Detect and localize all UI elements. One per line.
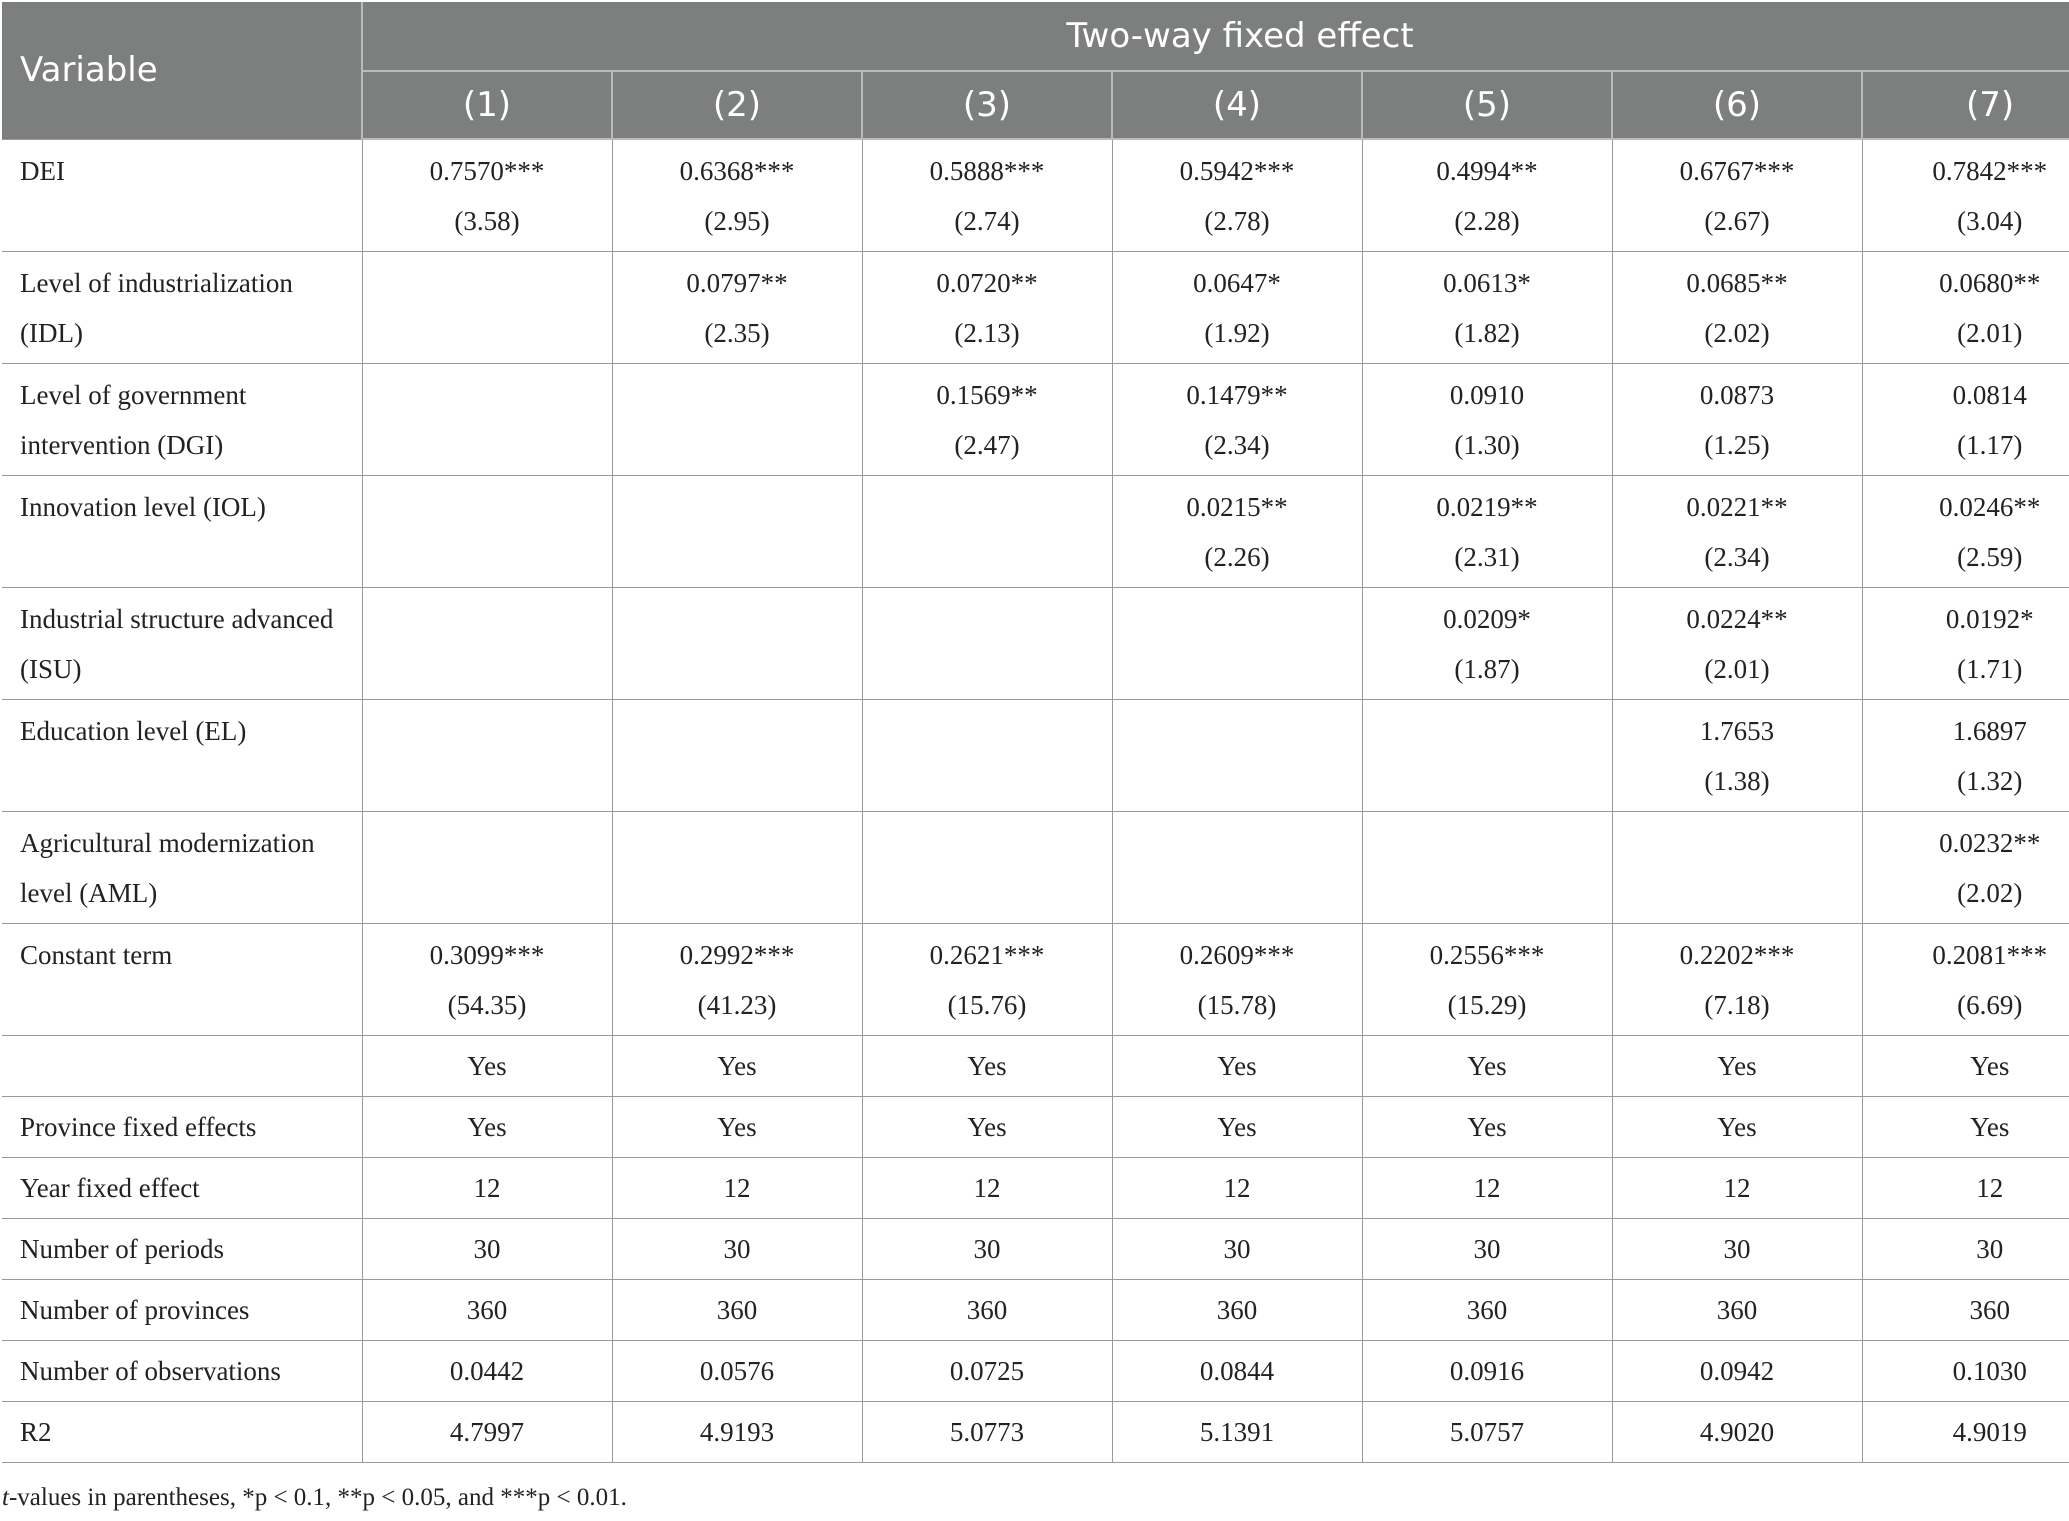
table-row: [2, 811, 2069, 923]
table-cell: [1862, 363, 2069, 475]
table-cell: 5.0773: [862, 1401, 1112, 1462]
table-cell: [362, 251, 612, 363]
table-cell: 30: [1112, 1218, 1362, 1279]
row-label: Education level (EL): [2, 699, 362, 811]
footnote-text: -values in parentheses, *p < 0.1, **p < 0.05, and ***p < 0.01.: [8, 1484, 627, 1511]
table-row: [2, 587, 2069, 699]
table-row: [2, 923, 2069, 1035]
table-cell: [1362, 923, 1612, 1035]
table-cell: 0.1030: [1862, 1340, 2069, 1401]
coefficient-value: 0.0219**: [1436, 491, 1538, 522]
table-cell: 0.0725: [862, 1340, 1112, 1401]
t-value: (7.18): [1704, 989, 1770, 1020]
t-value: (15.29): [1447, 989, 1527, 1020]
column-header-4: (4): [1112, 71, 1362, 139]
table-cell: 360: [1862, 1279, 2069, 1340]
table-cell: 0.0916: [1362, 1340, 1612, 1401]
table-cell: [1612, 139, 1862, 251]
table-cell: [1612, 475, 1862, 587]
t-value: (1.25): [1704, 429, 1770, 460]
table-cell: [862, 363, 1112, 475]
table-cell: 360: [612, 1279, 862, 1340]
coefficient-value: 0.2202***: [1679, 939, 1795, 970]
coefficient-value: 0.2609***: [1179, 939, 1295, 970]
coefficient-value: 0.0647*: [1193, 267, 1281, 298]
table-cell: 360: [362, 1279, 612, 1340]
t-value: (1.87): [1454, 653, 1520, 684]
table-cell: 30: [862, 1218, 1112, 1279]
two-way-fixed-effect-header: Two-way fixed effect: [362, 2, 2069, 71]
table-body: [2, 139, 2069, 1462]
t-value: (2.59): [1957, 541, 2023, 572]
table-row: [2, 251, 2069, 363]
table-cell: 360: [1362, 1279, 1612, 1340]
table-cell: 4.9019: [1862, 1401, 2069, 1462]
t-value: (1.38): [1704, 765, 1770, 796]
column-header-6: (6): [1612, 71, 1862, 139]
t-value: (2.34): [1704, 541, 1770, 572]
table-cell: 0.0942: [1612, 1340, 1862, 1401]
table-cell: [1362, 699, 1612, 811]
t-value: (1.17): [1957, 429, 2023, 460]
table-cell: Yes: [1362, 1035, 1612, 1096]
table-cell: Yes: [862, 1035, 1112, 1096]
coefficient-value: 0.0685**: [1686, 267, 1788, 298]
table-cell: Yes: [1112, 1035, 1362, 1096]
t-value: (15.78): [1197, 989, 1277, 1020]
table-cell: [862, 699, 1112, 811]
row-label: Level of government intervention (DGI): [2, 363, 362, 475]
coefficient-value: 0.6767***: [1679, 156, 1795, 186]
summary-row: [2, 1218, 2069, 1279]
table-cell: [1862, 475, 2069, 587]
table-footnote: [2, 1484, 627, 1512]
t-value: (2.02): [1704, 317, 1770, 348]
t-value: (2.26): [1204, 541, 1270, 572]
table-cell: Yes: [612, 1096, 862, 1157]
coefficient-value: 0.4994**: [1436, 156, 1538, 186]
table-cell: [612, 251, 862, 363]
table-cell: [612, 475, 862, 587]
coefficient-value: 0.7842***: [1932, 156, 2048, 186]
t-value: (2.74): [954, 206, 1020, 236]
table-cell: [862, 139, 1112, 251]
coefficient-value: 0.3099***: [429, 939, 545, 970]
table-cell: [1112, 699, 1362, 811]
t-value: (2.34): [1204, 429, 1270, 460]
table-cell: Yes: [1112, 1096, 1362, 1157]
table-cell: [612, 923, 862, 1035]
table-header: [2, 2, 2069, 139]
coefficient-value: 0.2621***: [929, 939, 1045, 970]
table-cell: 5.1391: [1112, 1401, 1362, 1462]
table-cell: [1612, 699, 1862, 811]
t-value: (15.76): [947, 989, 1027, 1020]
row-label: Year fixed effect: [2, 1157, 362, 1218]
table-cell: [362, 923, 612, 1035]
table-cell: [862, 811, 1112, 923]
table-cell: [612, 363, 862, 475]
table-cell: Yes: [612, 1035, 862, 1096]
table-cell: 12: [362, 1157, 612, 1218]
table-cell: [1362, 475, 1612, 587]
coefficient-value: 0.0192*: [1945, 603, 2034, 634]
table-row: [2, 363, 2069, 475]
table-cell: 360: [862, 1279, 1112, 1340]
table-cell: Yes: [1612, 1035, 1862, 1096]
table-row: [2, 699, 2069, 811]
coefficient-value: 0.7570***: [429, 156, 545, 186]
table-cell: 30: [362, 1218, 612, 1279]
t-value: (2.01): [1704, 653, 1770, 684]
coefficient-value: 0.0246**: [1939, 491, 2041, 522]
t-value: (2.28): [1454, 206, 1520, 236]
summary-row: [2, 1035, 2069, 1096]
table-row: [2, 139, 2069, 251]
table-cell: [1862, 251, 2069, 363]
table-cell: [1112, 587, 1362, 699]
t-value: (1.32): [1957, 765, 2023, 796]
table-cell: 12: [862, 1157, 1112, 1218]
coefficient-value: 0.2081***: [1932, 939, 2048, 970]
table-cell: Yes: [1612, 1096, 1862, 1157]
summary-row: [2, 1279, 2069, 1340]
table-cell: 4.9193: [612, 1401, 862, 1462]
table-cell: [1612, 363, 1862, 475]
table-cell: [1112, 475, 1362, 587]
coefficient-value: 0.6368***: [679, 156, 795, 186]
coefficient-value: 0.0720**: [936, 267, 1038, 298]
row-label: R2: [2, 1401, 362, 1462]
table-cell: [1612, 587, 1862, 699]
column-header-2: (2): [612, 71, 862, 139]
coefficient-value: 0.5942***: [1179, 156, 1295, 186]
table-cell: [1612, 251, 1862, 363]
regression-table: [2, 2, 2069, 1463]
table-cell: 4.7997: [362, 1401, 612, 1462]
table-cell: Yes: [862, 1096, 1112, 1157]
variable-header: Variable: [2, 2, 362, 139]
coefficient-value: 0.0224**: [1686, 603, 1788, 634]
table-cell: [362, 587, 612, 699]
table-cell: 30: [1612, 1218, 1862, 1279]
coefficient-value: 0.2992***: [679, 939, 795, 970]
table-cell: [1362, 811, 1612, 923]
t-value: (6.69): [1957, 989, 2023, 1020]
t-value: (41.23): [697, 989, 777, 1020]
row-label: Agricultural modernization level (AML): [2, 811, 362, 923]
table-cell: 12: [1362, 1157, 1612, 1218]
table-row: [2, 475, 2069, 587]
table-cell: 30: [1362, 1218, 1612, 1279]
coefficient-value: 0.1569**: [936, 379, 1038, 410]
row-label: Constant term: [2, 923, 362, 1035]
t-value: (2.31): [1454, 541, 1520, 572]
table-cell: [362, 811, 612, 923]
t-value: (3.58): [454, 206, 520, 236]
coefficient-value: 0.2556***: [1429, 939, 1545, 970]
coefficient-value: 0.0613*: [1443, 267, 1531, 298]
t-value: (2.35): [704, 317, 770, 348]
table-cell: Yes: [1862, 1096, 2069, 1157]
row-label: Innovation level (IOL): [2, 475, 362, 587]
table-cell: [1362, 587, 1612, 699]
regression-table-container: [2, 2, 2067, 1463]
table-cell: 360: [1112, 1279, 1362, 1340]
table-cell: [862, 587, 1112, 699]
table-cell: 12: [1112, 1157, 1362, 1218]
table-cell: [1862, 811, 2069, 923]
coefficient-value: 0.0232**: [1939, 827, 2041, 858]
table-cell: [612, 139, 862, 251]
coefficient-value: 0.0221**: [1686, 491, 1788, 522]
coefficient-value: 0.5888***: [929, 156, 1045, 186]
table-cell: 0.0844: [1112, 1340, 1362, 1401]
column-header-7: (7): [1862, 71, 2069, 139]
row-label: Number of provinces: [2, 1279, 362, 1340]
coefficient-value: 1.7653: [1699, 715, 1775, 746]
table-cell: [1612, 811, 1862, 923]
table-cell: [612, 811, 862, 923]
table-cell: Yes: [362, 1035, 612, 1096]
table-cell: Yes: [1862, 1035, 2069, 1096]
t-value: (2.13): [954, 317, 1020, 348]
coefficient-value: 0.1479**: [1186, 379, 1288, 410]
t-value: (3.04): [1957, 206, 2023, 236]
row-label: DEI: [2, 139, 362, 251]
table-cell: [1112, 363, 1362, 475]
column-header-1: (1): [362, 71, 612, 139]
coefficient-value: 0.0797**: [686, 267, 788, 298]
table-cell: Yes: [362, 1096, 612, 1157]
table-cell: [1862, 139, 2069, 251]
summary-row: [2, 1096, 2069, 1157]
table-cell: 12: [1862, 1157, 2069, 1218]
t-value: (2.95): [704, 206, 770, 236]
footnote-t-italic: t: [2, 1484, 9, 1511]
table-cell: Yes: [1362, 1096, 1612, 1157]
t-value: (2.78): [1204, 206, 1270, 236]
table-cell: [362, 363, 612, 475]
row-label: Number of observations: [2, 1340, 362, 1401]
table-cell: 12: [1612, 1157, 1862, 1218]
table-cell: 0.0576: [612, 1340, 862, 1401]
table-cell: [862, 475, 1112, 587]
table-cell: 360: [1612, 1279, 1862, 1340]
table-cell: 30: [612, 1218, 862, 1279]
summary-row: [2, 1401, 2069, 1462]
table-cell: 30: [1862, 1218, 2069, 1279]
table-cell: 12: [612, 1157, 862, 1218]
table-cell: [862, 923, 1112, 1035]
table-cell: [862, 251, 1112, 363]
row-label: [2, 1035, 362, 1096]
table-cell: [612, 699, 862, 811]
table-cell: [362, 699, 612, 811]
t-value: (2.47): [954, 429, 1020, 460]
coefficient-value: 0.0814: [1952, 379, 2027, 410]
table-cell: [1362, 363, 1612, 475]
coefficient-value: 0.0215**: [1186, 491, 1288, 522]
coefficient-value: 0.0910: [1449, 379, 1525, 410]
coefficient-value: 1.6897: [1952, 715, 2027, 746]
t-value: (1.82): [1454, 317, 1520, 348]
t-value: (2.01): [1957, 317, 2023, 348]
t-value: (2.67): [1704, 206, 1770, 236]
table-cell: [1862, 923, 2069, 1035]
row-label: Province fixed effects: [2, 1096, 362, 1157]
t-value: (54.35): [447, 989, 527, 1020]
row-label: Level of industrialization (IDL): [2, 251, 362, 363]
t-value: (2.02): [1957, 877, 2023, 908]
table-cell: [362, 475, 612, 587]
table-cell: [362, 139, 612, 251]
table-cell: [1112, 923, 1362, 1035]
table-cell: [1862, 587, 2069, 699]
summary-row: [2, 1157, 2069, 1218]
table-cell: [1362, 251, 1612, 363]
t-value: (1.71): [1957, 653, 2023, 684]
coefficient-value: 0.0873: [1699, 379, 1775, 410]
coefficient-value: 0.0209*: [1443, 603, 1531, 634]
table-cell: [1112, 251, 1362, 363]
table-cell: [1862, 699, 2069, 811]
t-value: (1.30): [1454, 429, 1520, 460]
column-header-3: (3): [862, 71, 1112, 139]
summary-row: [2, 1340, 2069, 1401]
table-cell: 5.0757: [1362, 1401, 1612, 1462]
t-value: (1.92): [1204, 317, 1270, 348]
table-cell: [1612, 923, 1862, 1035]
coefficient-value: 0.0680**: [1939, 267, 2041, 298]
row-label: Industrial structure advanced (ISU): [2, 587, 362, 699]
table-cell: 0.0442: [362, 1340, 612, 1401]
row-label: Number of periods: [2, 1218, 362, 1279]
table-cell: [1112, 139, 1362, 251]
table-cell: 4.9020: [1612, 1401, 1862, 1462]
table-cell: [1112, 811, 1362, 923]
column-header-5: (5): [1362, 71, 1612, 139]
table-cell: [612, 587, 862, 699]
table-cell: [1362, 139, 1612, 251]
